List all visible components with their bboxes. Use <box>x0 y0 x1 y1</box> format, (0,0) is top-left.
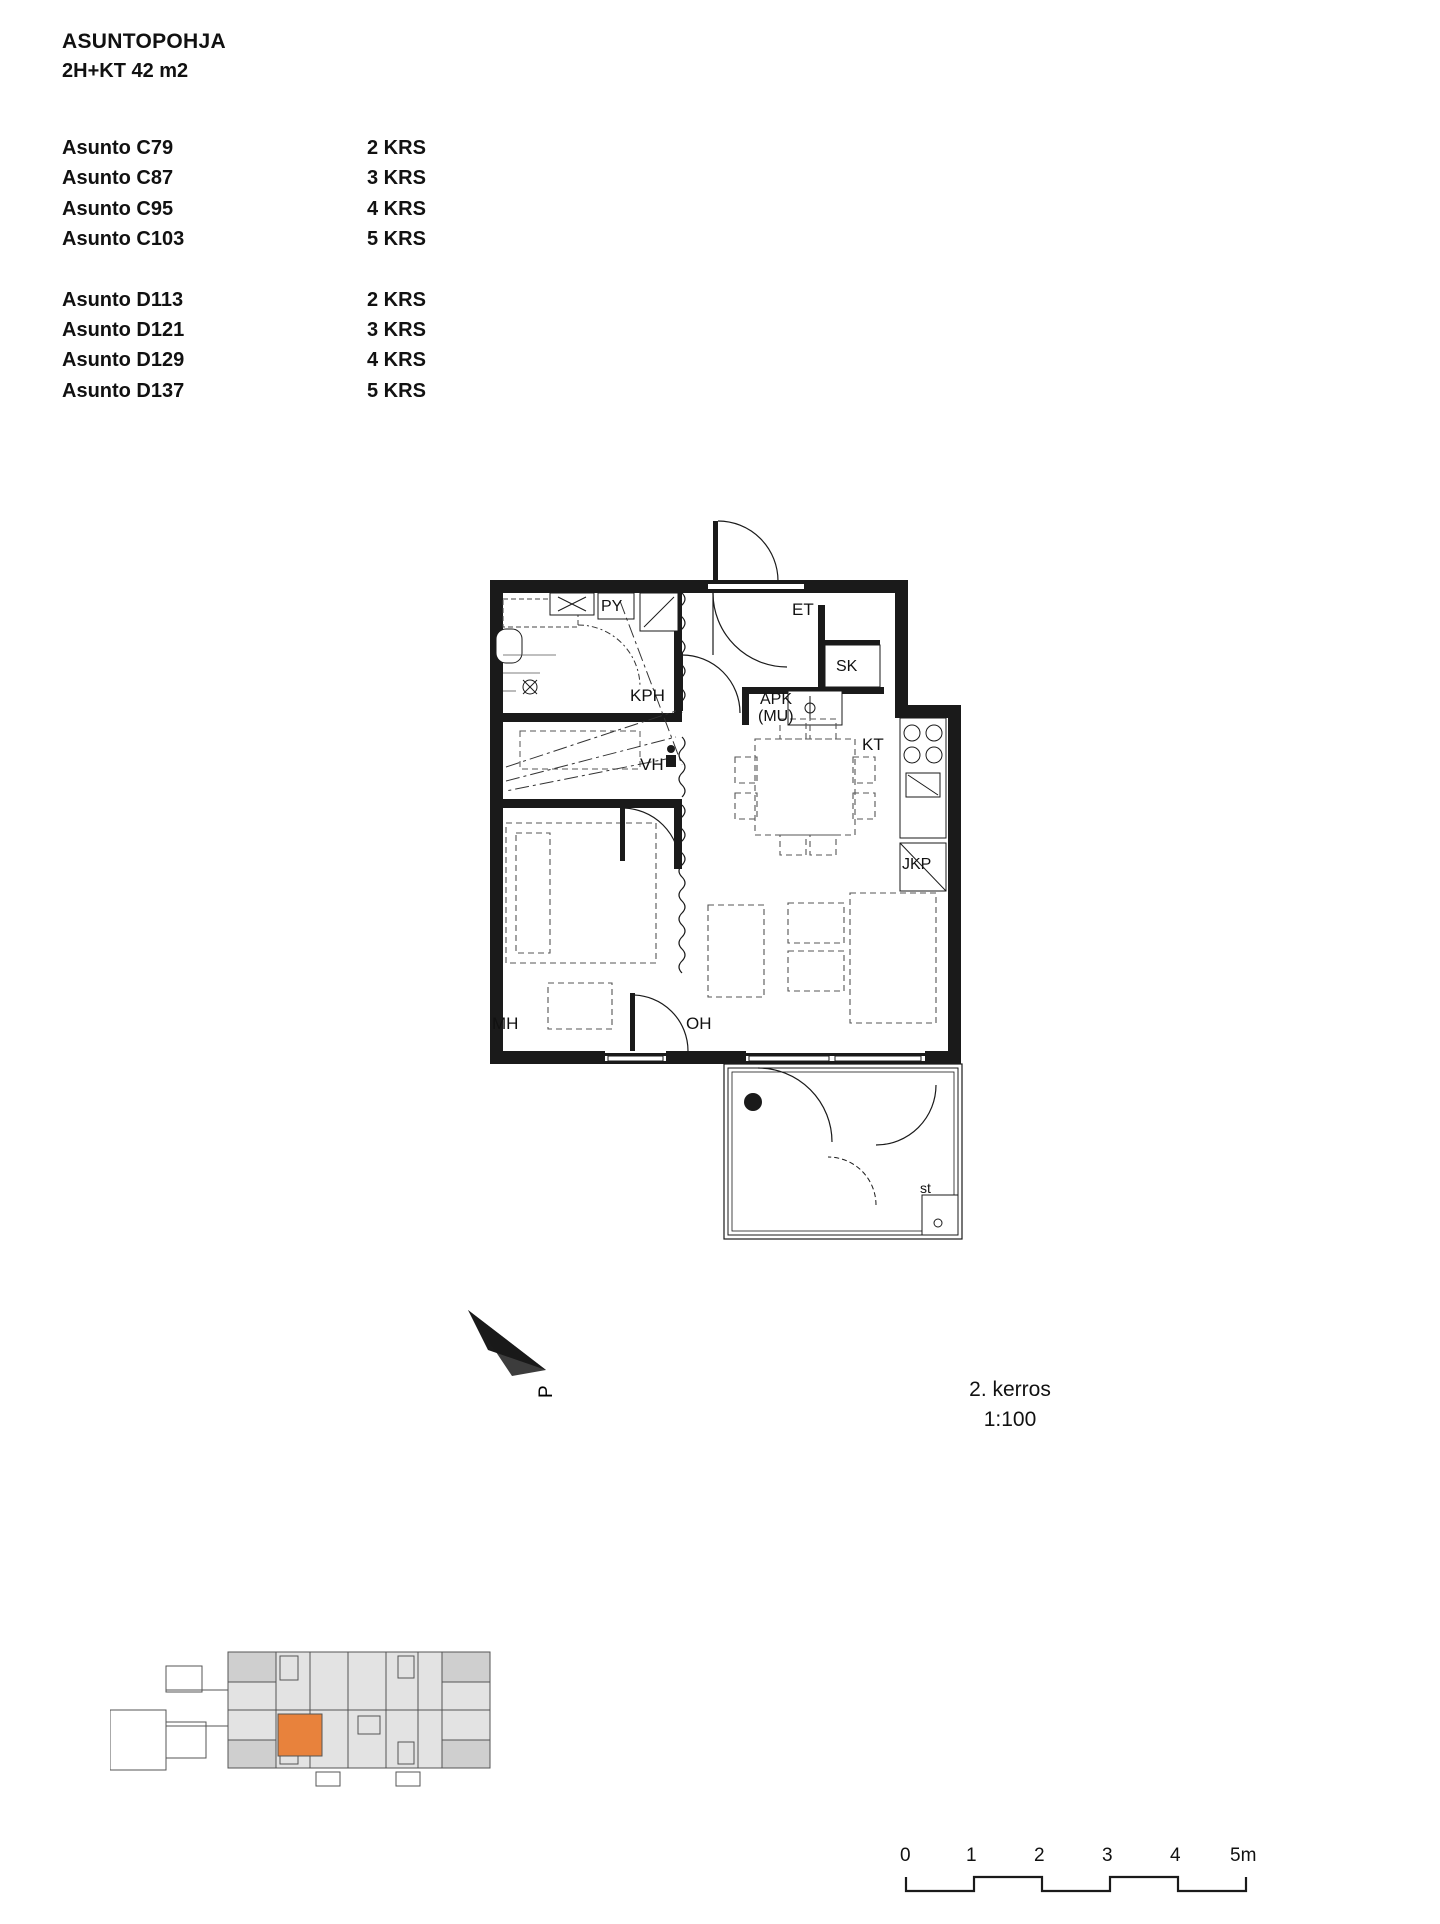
apartment-floor: 3 KRS <box>367 167 426 190</box>
list-item <box>62 285 487 315</box>
key-plan <box>110 1630 620 1790</box>
list-item <box>62 376 487 406</box>
list-item <box>62 315 487 345</box>
north-arrow <box>468 1310 618 1420</box>
apartment-list <box>62 133 487 436</box>
list-item <box>62 194 487 224</box>
scale-tick-5: 5m <box>1230 1845 1257 1866</box>
apartment-name: Asunto C87 <box>62 167 174 190</box>
apartment-group-c <box>62 133 487 255</box>
room-label-st: st <box>920 1180 931 1196</box>
apartment-name: Asunto C79 <box>62 137 174 159</box>
room-label-py: PY <box>601 598 623 615</box>
scale-tick-4: 4 <box>1170 1845 1181 1866</box>
apartment-name: Asunto C95 <box>62 197 174 220</box>
room-label-kt: KT <box>862 735 884 754</box>
apartment-name: Asunto D121 <box>62 318 185 341</box>
page-title: ASUNTOPOHJA <box>62 30 226 53</box>
list-item <box>62 345 487 375</box>
room-label-apk: APK <box>760 691 793 708</box>
apartment-group-d <box>62 285 487 407</box>
scale-tick-0: 0 <box>900 1845 911 1866</box>
plan-scale-caption: 1:100 <box>983 1408 1037 1432</box>
room-label-vh: VH <box>640 755 664 774</box>
plan-floor-caption: 2. kerros <box>969 1378 1051 1401</box>
scale-tick-3: 3 <box>1102 1845 1113 1866</box>
room-label-mh: MH <box>492 1014 519 1033</box>
plan-caption <box>930 1375 1090 1436</box>
page-subtitle: 2H+KT 42 m2 <box>62 60 189 82</box>
floor-plan-drawing <box>470 505 1090 1385</box>
room-label-mu: (MU) <box>758 708 794 725</box>
north-label: P <box>536 1385 557 1398</box>
room-label-jkp: JKP <box>902 856 932 873</box>
apartment-name: Asunto C103 <box>62 228 185 251</box>
list-item <box>62 224 487 254</box>
apartment-floor: 3 KRS <box>367 318 426 341</box>
apartment-name: Asunto D129 <box>62 349 185 372</box>
room-label-oh: OH <box>686 1014 712 1033</box>
scale-bar <box>900 1845 1340 1905</box>
apartment-name: Asunto D113 <box>62 288 184 311</box>
room-label-kph: KPH <box>630 686 665 705</box>
apartment-floor: 2 KRS <box>367 137 426 159</box>
apartment-floor: 4 KRS <box>367 349 426 372</box>
apartment-floor: 5 KRS <box>367 379 426 402</box>
scale-tick-1: 1 <box>966 1845 977 1866</box>
apartment-floor: 5 KRS <box>367 228 426 251</box>
scale-tick-2: 2 <box>1034 1845 1045 1866</box>
list-item <box>62 163 487 193</box>
header-block <box>62 30 226 83</box>
list-item <box>62 133 487 163</box>
room-label-sk: SK <box>836 658 858 675</box>
scale-bar-graphic <box>900 1869 1320 1901</box>
apartment-floor: 2 KRS <box>367 288 426 311</box>
apartment-name: Asunto D137 <box>62 379 185 402</box>
apartment-floor: 4 KRS <box>367 197 426 220</box>
room-label-et: ET <box>792 600 814 619</box>
